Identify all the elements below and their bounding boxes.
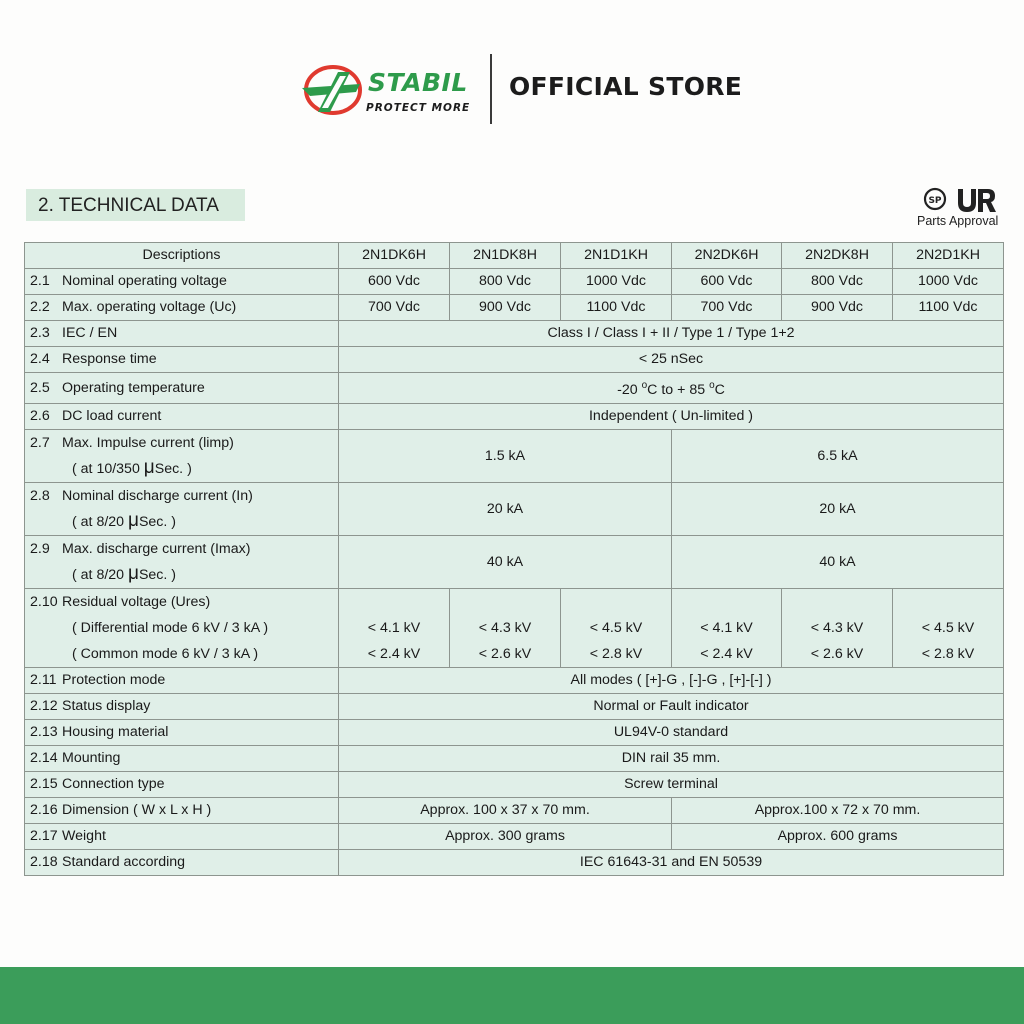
row-number: 2.13 — [30, 724, 58, 740]
footer-band — [0, 967, 1024, 1024]
svg-text:SP: SP — [928, 196, 942, 206]
row-description — [25, 720, 339, 746]
table-cell: UL94V-0 standard — [339, 720, 1004, 746]
temp-unit: C — [714, 382, 725, 398]
header-model: 2N1DK6H — [339, 243, 450, 269]
parts-approval-label: Parts Approval — [917, 214, 999, 228]
temp-low: -20 — [617, 382, 642, 398]
table-cell: 1100 Vdc — [561, 295, 672, 321]
row-number: 2.2 — [30, 299, 50, 315]
table-row — [25, 772, 1004, 798]
table-cell: Class I / Class I + II / Type 1 / Type 1+2 — [339, 321, 1004, 347]
table-cell: 20 kA — [339, 483, 672, 536]
row-label: Residual voltage (Ures) — [62, 594, 211, 610]
table-cell: 1000 Vdc — [893, 269, 1004, 295]
common-value: < 2.4 kV — [367, 646, 421, 662]
table-cell: Normal or Fault indicator — [339, 694, 1004, 720]
header — [0, 52, 1024, 127]
table-cell: 600 Vdc — [672, 269, 782, 295]
table-cell: < 25 nSec — [339, 347, 1004, 373]
table-cell: 1100 Vdc — [893, 295, 1004, 321]
table-row — [25, 404, 1004, 430]
row-description — [25, 589, 339, 668]
table-cell: DIN rail 35 mm. — [339, 746, 1004, 772]
stabil-logo — [300, 62, 480, 118]
row-number: 2.5 — [30, 379, 50, 396]
table-cell — [672, 589, 782, 668]
table-cell: 600 Vdc — [339, 269, 450, 295]
row-label: Standard according — [62, 854, 186, 870]
table-cell: 1.5 kA — [339, 430, 672, 483]
row-number: 2.6 — [30, 408, 50, 424]
table-cell: 6.5 kA — [672, 430, 1004, 483]
row-sublabel — [30, 456, 338, 482]
table-row — [25, 589, 1004, 668]
diff-value: < 4.1 kV — [700, 620, 753, 636]
temp-high: C to + 85 — [647, 382, 710, 398]
row-description — [25, 694, 339, 720]
header-model: 2N2DK6H — [672, 243, 782, 269]
row-description — [25, 824, 339, 850]
table-cell: 20 kA — [672, 483, 1004, 536]
row-description — [25, 373, 339, 404]
row-sublabel — [30, 509, 338, 535]
row-label: Protection mode — [62, 672, 166, 688]
row-description — [25, 269, 339, 295]
row-label: Housing material — [62, 724, 169, 740]
table-cell: Approx.100 x 72 x 70 mm. — [672, 798, 1004, 824]
table-row — [25, 694, 1004, 720]
row-label: Nominal discharge current (In) — [62, 488, 253, 504]
table-cell: Approx. 600 grams — [672, 824, 1004, 850]
stabil-emblem-icon — [300, 62, 370, 118]
row-label: Weight — [62, 828, 106, 844]
section-title: 2. TECHNICAL DATA — [26, 189, 245, 221]
common-value: < 2.6 kV — [478, 646, 532, 662]
table-cell: Screw terminal — [339, 772, 1004, 798]
table-row — [25, 720, 1004, 746]
table-row — [25, 746, 1004, 772]
row-description — [25, 536, 339, 589]
table-cell: 40 kA — [672, 536, 1004, 589]
row-description — [25, 430, 339, 483]
row-label: Nominal operating voltage — [62, 273, 227, 289]
row-description — [25, 295, 339, 321]
row-number: 2.4 — [30, 351, 50, 367]
row-number: 2.7 — [30, 435, 50, 451]
table-cell: 800 Vdc — [782, 269, 893, 295]
table-row — [25, 824, 1004, 850]
row-description — [25, 404, 339, 430]
row-sublabel-text: Sec. ) — [138, 567, 177, 583]
table-row — [25, 321, 1004, 347]
table-row — [25, 295, 1004, 321]
micro-symbol: μ — [128, 510, 139, 531]
table-cell — [339, 373, 1004, 404]
table-row — [25, 798, 1004, 824]
table-cell: 1000 Vdc — [561, 269, 672, 295]
row-number: 2.1 — [30, 273, 50, 289]
row-number: 2.16 — [30, 802, 58, 818]
row-number: 2.9 — [30, 541, 50, 557]
table-cell — [893, 589, 1004, 668]
row-description — [25, 746, 339, 772]
row-sublabel-text: ( at 8/20 — [72, 514, 128, 530]
parts-approval — [914, 187, 1004, 231]
table-cell: Approx. 100 x 37 x 70 mm. — [339, 798, 672, 824]
row-sublabel-text: Sec. ) — [138, 514, 177, 530]
row-label: DC load current — [62, 408, 162, 424]
row-number: 2.15 — [30, 776, 58, 792]
table-header-row — [25, 243, 1004, 269]
diff-value: < 4.5 kV — [921, 620, 975, 636]
header-model: 2N2DK8H — [782, 243, 893, 269]
table-cell — [339, 589, 450, 668]
brand-name: STABIL — [368, 68, 468, 97]
header-divider — [490, 54, 492, 124]
header-model: 2N2D1KH — [893, 243, 1004, 269]
row-description — [25, 483, 339, 536]
row-number: 2.17 — [30, 828, 58, 844]
diff-value: < 4.1 kV — [367, 620, 421, 636]
table-cell — [450, 589, 561, 668]
row-number: 2.18 — [30, 854, 58, 870]
common-value: < 2.6 kV — [810, 646, 864, 662]
row-sublabel — [30, 562, 338, 588]
row-sublabel-text: Sec. ) — [154, 461, 192, 477]
header-descriptions: Descriptions — [25, 243, 339, 269]
table-cell: Approx. 300 grams — [339, 824, 672, 850]
table-row — [25, 269, 1004, 295]
row-sublabel-text: ( at 10/350 — [72, 461, 144, 477]
table-cell: Independent ( Un-limited ) — [339, 404, 1004, 430]
row-label: Status display — [62, 698, 151, 714]
table-cell: IEC 61643-31 and EN 50539 — [339, 850, 1004, 876]
common-value: < 2.4 kV — [700, 646, 753, 662]
row-label: IEC / EN — [62, 325, 118, 341]
table-row — [25, 347, 1004, 373]
table-row — [25, 373, 1004, 404]
table-row — [25, 483, 1004, 536]
table-cell: 900 Vdc — [450, 295, 561, 321]
row-number: 2.10 — [30, 594, 58, 610]
common-value: < 2.8 kV — [921, 646, 975, 662]
official-store-title: OFFICIAL STORE — [509, 72, 743, 101]
degree-symbol: o — [709, 380, 715, 391]
micro-symbol: μ — [143, 457, 155, 478]
table-cell: All modes ( [+]-G , [-]-G , [+]-[-] ) — [339, 668, 1004, 694]
row-number: 2.11 — [30, 672, 57, 688]
csa-ur-mark-icon — [914, 187, 1002, 215]
degree-symbol: o — [641, 380, 648, 391]
technical-data-table — [24, 242, 1004, 876]
row-label: Dimension ( W x L x H ) — [62, 802, 212, 818]
row-number: 2.12 — [30, 698, 58, 714]
row-label: Max. operating voltage (Uc) — [62, 299, 237, 315]
row-label: Mounting — [62, 750, 121, 766]
row-label: Max. Impulse current (limp) — [62, 435, 234, 451]
header-model: 2N1DK8H — [450, 243, 561, 269]
row-label: Connection type — [62, 776, 165, 792]
row-label: Max. discharge current (Imax) — [62, 541, 251, 557]
table-cell: 800 Vdc — [450, 269, 561, 295]
row-description — [25, 850, 339, 876]
table-row — [25, 430, 1004, 483]
table-cell — [782, 589, 893, 668]
row-number: 2.14 — [30, 750, 58, 766]
diff-value: < 4.3 kV — [810, 620, 864, 636]
table-cell — [561, 589, 672, 668]
row-number: 2.3 — [30, 325, 50, 341]
table-row — [25, 668, 1004, 694]
common-value: < 2.8 kV — [589, 646, 643, 662]
row-description — [25, 668, 339, 694]
diff-value: < 4.3 kV — [478, 620, 532, 636]
table-row — [25, 536, 1004, 589]
diff-value: < 4.5 kV — [589, 620, 643, 636]
row-label: Operating temperature — [62, 379, 205, 396]
table-cell: 900 Vdc — [782, 295, 893, 321]
row-number: 2.8 — [30, 488, 50, 504]
micro-symbol: μ — [128, 563, 139, 584]
row-description — [25, 798, 339, 824]
row-sublabel-text: ( at 8/20 — [72, 567, 128, 583]
header-model: 2N1D1KH — [561, 243, 672, 269]
row-label: Response time — [62, 351, 157, 367]
row-description — [25, 321, 339, 347]
table-cell: 700 Vdc — [339, 295, 450, 321]
table-row — [25, 850, 1004, 876]
table-cell: 40 kA — [339, 536, 672, 589]
row-description — [25, 772, 339, 798]
row-sublabel: ( Differential mode 6 kV / 3 kA ) — [72, 620, 269, 636]
row-sublabel: ( Common mode 6 kV / 3 kA ) — [72, 646, 259, 662]
brand-tagline: PROTECT MORE — [366, 102, 471, 114]
table-cell: 700 Vdc — [672, 295, 782, 321]
row-description — [25, 347, 339, 373]
